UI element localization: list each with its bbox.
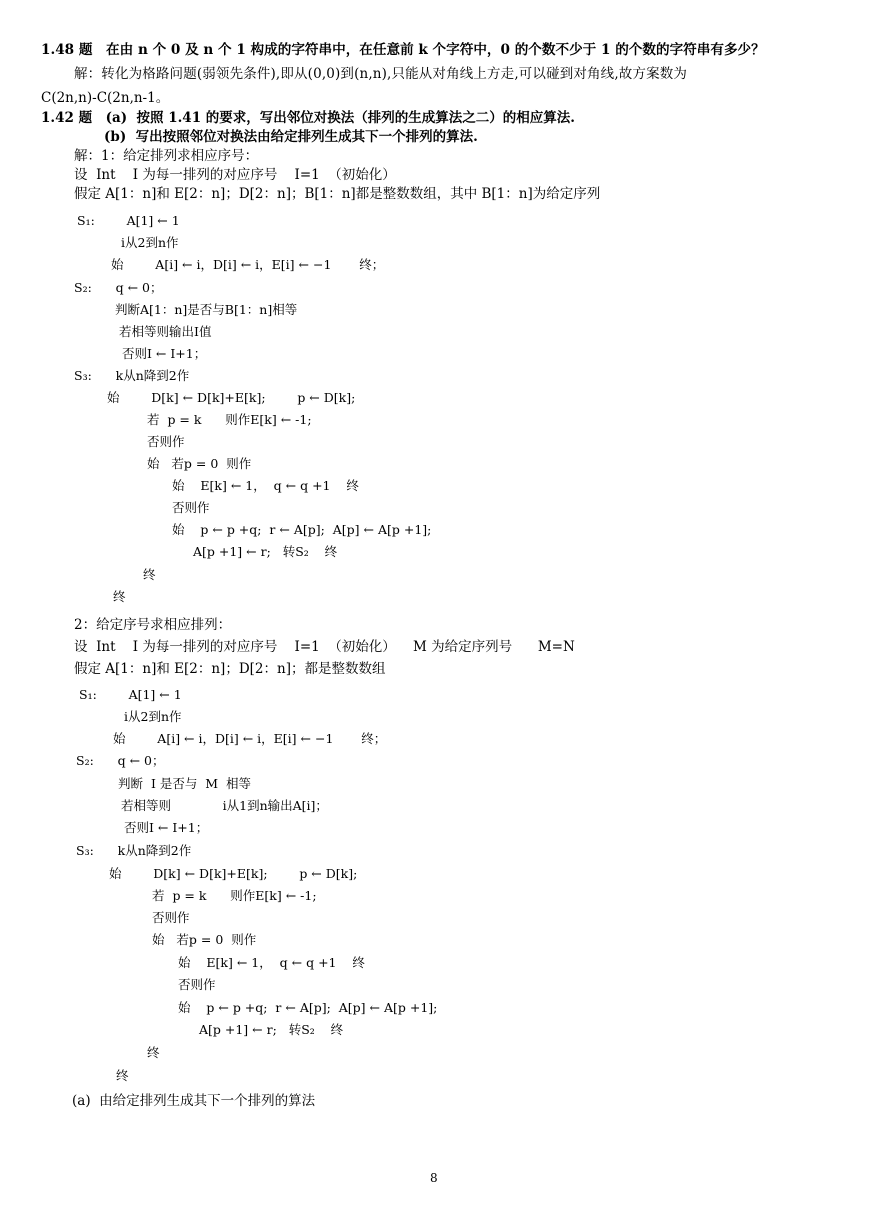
algorithm2-line: 若相等则 i从1到n输出A[i]； xyxy=(121,798,328,813)
algorithm1-line: 若 p = k 则作E[k] ← -1; xyxy=(147,412,312,427)
algorithm2-line: S₂: q ← 0； xyxy=(76,753,165,768)
algorithm1-line: 否则作 xyxy=(147,434,185,449)
algorithm2-line: 始 p ← p +q; r ← A[p]; A[p] ← A[p +1]; xyxy=(178,1000,438,1015)
page-number: 8 xyxy=(430,1171,438,1185)
algorithm2-line: S₃: k从n降到2作 xyxy=(76,843,192,858)
part2-declaration-2: 假定 A[1：n]和 E[2：n]；D[2：n]；都是整数数组 xyxy=(74,661,386,677)
algorithm1-line: 始 A[i] ← i，D[i] ← i，E[i] ← −1 终； xyxy=(111,257,385,272)
algorithm1-line: 始 若p = 0 则作 xyxy=(147,456,252,471)
algorithm1-line: S₂: q ← 0； xyxy=(74,280,163,295)
algorithm1-line: 始 E[k] ← 1， q ← q +1 终 xyxy=(172,478,359,493)
problem-142-heading-b: (b) 写出按照邻位对换法由给定排列生成其下一个排列的算法. xyxy=(104,129,478,145)
algorithm1-line: 否则作 xyxy=(172,500,210,515)
problem-142-declaration-1: 设 Int I 为每一排列的对应序号 I=1 （初始化） xyxy=(74,167,396,183)
closing-line: (a) 由给定排列生成其下一个排列的算法 xyxy=(72,1093,316,1109)
algorithm1-line: 始 D[k] ← D[k]+E[k]; p ← D[k]; xyxy=(107,390,356,405)
algorithm2-line: 判断 I 是否与 M 相等 xyxy=(118,776,252,791)
algorithm1-line: 否则I ← I+1； xyxy=(122,346,207,361)
problem-142-answer-intro: 解：1：给定排列求相应序号： xyxy=(74,148,259,164)
algorithm2-line: 否则作 xyxy=(152,910,190,925)
algorithm1-line: S₁: A[1] ← 1 xyxy=(77,213,180,228)
algorithm2-line: A[p +1] ← r; 转S₂ 终 xyxy=(199,1022,344,1037)
algorithm1-line: 若相等则输出I值 xyxy=(119,324,212,339)
part2-intro: 2：给定序号求相应排列： xyxy=(74,617,232,633)
algorithm1-line: 判断A[1：n]是否与B[1：n]相等 xyxy=(115,302,298,317)
algorithm2-line: 若 p = k 则作E[k] ← -1; xyxy=(152,888,317,903)
algorithm2-line: i从2到n作 xyxy=(124,709,182,724)
algorithm2-line: 始 D[k] ← D[k]+E[k]; p ← D[k]; xyxy=(109,866,358,881)
problem-148-answer-line2: C(2n,n)-C(2n,n-1。 xyxy=(41,90,170,106)
algorithm1-line: A[p +1] ← r; 转S₂ 终 xyxy=(193,544,338,559)
algorithm1-line: 终 xyxy=(113,589,126,604)
algorithm2-line: S₁: A[1] ← 1 xyxy=(79,687,182,702)
algorithm2-line: 始 A[i] ← i，D[i] ← i，E[i] ← −1 终； xyxy=(113,731,387,746)
algorithm2-line: 终 xyxy=(116,1068,129,1083)
algorithm2-line: 否则作 xyxy=(178,977,216,992)
algorithm2-line: 终 xyxy=(147,1045,160,1060)
algorithm1-line: S₃: k从n降到2作 xyxy=(74,368,190,383)
algorithm2-line: 否则I ← I+1； xyxy=(124,820,209,835)
algorithm1-line: i从2到n作 xyxy=(121,235,179,250)
algorithm1-line: 终 xyxy=(143,567,156,582)
problem-148-answer-line1: 解：转化为格路问题(弱领先条件),即从(0,0)到(n,n),只能从对角线上方走,可以碰到对角线,故方案数为 xyxy=(74,66,688,82)
problem-142-declaration-2: 假定 A[1：n]和 E[2：n]；D[2：n]；B[1：n]都是整数数组，其中 B[1：n]为给定序列 xyxy=(74,186,601,202)
problem-142-heading-a: 1.42 题 (a) 按照 1.41 的要求，写出邻位对换法（排列的生成算法之二）的相应算法. xyxy=(41,110,575,126)
problem-148-heading: 1.48 题 在由 n 个 0 及 n 个 1 构成的字符串中，在任意前 k 个字符中，0 的个数不少于 1 的个数的字符串有多少？ xyxy=(41,42,765,58)
algorithm1-line: 始 p ← p +q; r ← A[p]; A[p] ← A[p +1]; xyxy=(172,522,432,537)
algorithm2-line: 始 E[k] ← 1， q ← q +1 终 xyxy=(178,955,365,970)
part2-declaration-1: 设 Int I 为每一排列的对应序号 I=1 （初始化） M 为给定序列号 M=N xyxy=(74,639,575,655)
algorithm2-line: 始 若p = 0 则作 xyxy=(152,932,257,947)
